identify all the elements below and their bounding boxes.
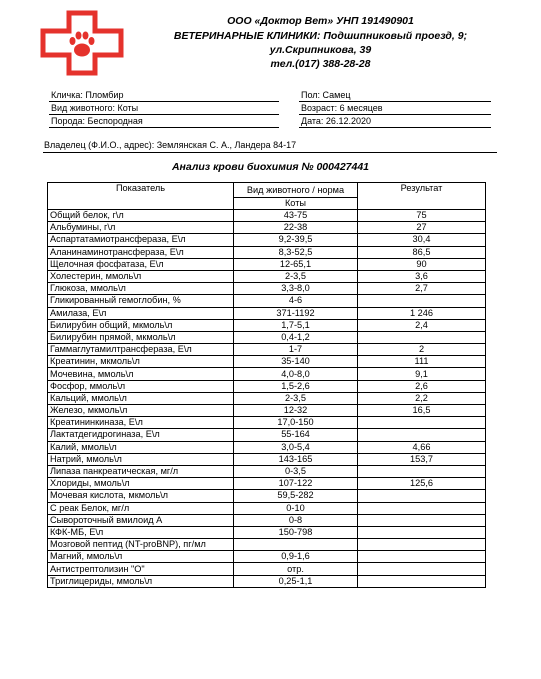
row-result [358,465,486,477]
header-clinics: ВЕТЕРИНАРНЫЕ КЛИНИКИ: Подшипниковый проезд, 9; [173,30,468,42]
underline [299,127,491,128]
row-result: 2,4 [358,319,486,331]
row-norm: 150-798 [234,526,358,538]
row-norm: 4-6 [234,295,358,307]
row-norm: 12-32 [234,405,358,417]
table-row [48,453,486,465]
table-row [48,551,486,563]
row-result [358,417,486,429]
table-row [48,441,486,453]
table-row [48,258,486,270]
row-norm: 0,4-1,2 [234,331,358,343]
row-norm: 12-65,1 [234,258,358,270]
field-sex: Пол: Самец [301,90,351,100]
table-row [48,356,486,368]
underline [43,152,497,153]
row-indicator: Амилаза, Е\л [48,307,234,319]
row-indicator: Сывороточный вмилоид А [48,514,234,526]
row-norm: 0-8 [234,514,358,526]
table-row [48,331,486,343]
row-result: 2,7 [358,283,486,295]
table-row [48,283,486,295]
row-indicator: Лактатдегидрогиназа, Е\л [48,429,234,441]
table-row [48,295,486,307]
table-row [48,526,486,538]
table-row [48,246,486,258]
row-norm [234,539,358,551]
row-indicator: Билирубин прямой, мкмоль\л [48,331,234,343]
table-row [48,392,486,404]
row-norm: отр. [234,563,358,575]
row-indicator: Мочевина, ммоль\л [48,368,234,380]
row-indicator: Креатининкиназа, Е\л [48,417,234,429]
row-indicator: Общий белок, г\л [48,210,234,222]
field-age: Возраст: 6 месяцев [301,103,383,113]
row-norm: 55-164 [234,429,358,441]
row-indicator: Триглицериды, ммоль\л [48,575,234,587]
row-result: 2 [358,344,486,356]
row-indicator: Калий, ммоль\л [48,441,234,453]
row-norm: 35-140 [234,356,358,368]
row-norm: 107-122 [234,478,358,490]
field-breed: Порода: Беспородная [51,116,143,126]
field-species: Вид животного: Коты [51,103,139,113]
row-norm: 43-75 [234,210,358,222]
document-title: Анализ крови биохимия № 000427441 [171,161,370,173]
row-indicator: Холестерин, ммоль\л [48,270,234,282]
row-result: 90 [358,258,486,270]
table-header-row [48,183,486,198]
col-result-header: Результат [358,183,486,210]
row-norm: 2-3,5 [234,270,358,282]
row-result [358,575,486,587]
row-result [358,331,486,343]
table-row [48,478,486,490]
table-row [48,222,486,234]
results-table [47,182,486,588]
row-indicator: Мозговой пептид (NT-proBNP), пг/мл [48,539,234,551]
row-indicator: Альбумины, г\л [48,222,234,234]
underline [49,101,279,102]
table-row [48,307,486,319]
field-nickname: Кличка: Пломбир [51,90,124,100]
row-indicator: Глюкоза, ммоль\л [48,283,234,295]
table-row [48,405,486,417]
row-norm: 9,2-39,5 [234,234,358,246]
row-indicator: Аспартатамиотрансфераза, Е\л [48,234,234,246]
row-indicator: Хлориды, ммоль\л [48,478,234,490]
row-result: 2,2 [358,392,486,404]
row-indicator: Натрий, ммоль\л [48,453,234,465]
row-result: 16,5 [358,405,486,417]
row-norm: 1-7 [234,344,358,356]
row-indicator: Гликированный гемоглобин, % [48,295,234,307]
row-norm: 0,25-1,1 [234,575,358,587]
row-result [358,514,486,526]
row-norm: 2-3,5 [234,392,358,404]
row-result [358,526,486,538]
row-result [358,551,486,563]
row-result [358,429,486,441]
table-row [48,417,486,429]
row-result: 9,1 [358,368,486,380]
row-norm: 1,5-2,6 [234,380,358,392]
table-row [48,563,486,575]
table-row [48,490,486,502]
col-norm-header: Вид животного / норма [234,183,358,198]
row-result: 111 [358,356,486,368]
row-indicator: Железо, мкмоль\л [48,405,234,417]
row-norm: 143-165 [234,453,358,465]
table-row [48,575,486,587]
row-indicator: Кальций, ммоль\л [48,392,234,404]
table-row [48,344,486,356]
row-norm: 59,5-282 [234,490,358,502]
row-result [358,295,486,307]
paw-icon [70,32,95,57]
row-result [358,490,486,502]
row-norm: 4,0-8,0 [234,368,358,380]
row-result: 4,66 [358,441,486,453]
row-result [358,563,486,575]
row-norm: 371-1192 [234,307,358,319]
row-indicator: С реак Белок, мг/л [48,502,234,514]
row-result: 2,6 [358,380,486,392]
row-indicator: Антистрептолизин "О" [48,563,234,575]
underline [49,127,279,128]
row-result: 1 246 [358,307,486,319]
table-row [48,465,486,477]
header-company: ООО «Доктор Вет» УНП 191490901 [227,15,414,27]
col-indicator-header: Показатель [48,183,234,210]
table-row [48,270,486,282]
table-row [48,380,486,392]
table-row [48,210,486,222]
row-result [358,502,486,514]
row-norm: 8,3-52,5 [234,246,358,258]
table-row [48,502,486,514]
underline [299,114,491,115]
row-result: 27 [358,222,486,234]
row-result: 30,4 [358,234,486,246]
underline [299,101,491,102]
header-phone: тел.(017) 388-28-28 [270,58,371,70]
row-indicator: Мочевая кислота, мкмоль\л [48,490,234,502]
row-result: 86,5 [358,246,486,258]
row-norm: 0,9-1,6 [234,551,358,563]
table-row [48,319,486,331]
row-norm: 22-38 [234,222,358,234]
row-result: 75 [358,210,486,222]
row-indicator: Фосфор, ммоль\л [48,380,234,392]
row-indicator: Липаза панкреатическая, мг/л [48,465,234,477]
row-result: 125,6 [358,478,486,490]
row-norm: 17,0-150 [234,417,358,429]
row-indicator: Гаммаглутамилтрансфераза, Е\л [48,344,234,356]
row-result: 153,7 [358,453,486,465]
row-norm: 1,7-5,1 [234,319,358,331]
table-row [48,429,486,441]
clinic-logo [40,10,124,76]
row-norm: 3,0-5,4 [234,441,358,453]
row-indicator: Щелочная фосфатаза, Е\л [48,258,234,270]
row-norm: 0-3,5 [234,465,358,477]
table-row [48,514,486,526]
table-row [48,539,486,551]
header-address: ул.Скрипникова, 39 [269,44,372,56]
row-indicator: Аланинаминотрансфераза, Е\л [48,246,234,258]
row-result: 3,6 [358,270,486,282]
row-indicator: Креатинин, мкмоль\л [48,356,234,368]
row-result [358,539,486,551]
row-norm: 0-10 [234,502,358,514]
row-norm: 3,3-8,0 [234,283,358,295]
field-date: Дата: 26.12.2020 [301,116,371,126]
species-label: Коты [234,198,358,210]
row-indicator: Магний, ммоль\л [48,551,234,563]
row-indicator: Билирубин общий, мкмоль\л [48,319,234,331]
field-owner: Владелец (Ф.И.О., адрес): Землянская С. А., Ландера 84-17 [44,140,297,150]
table-row [48,368,486,380]
underline [49,114,279,115]
row-indicator: КФК-МБ, Е\л [48,526,234,538]
table-row [48,234,486,246]
